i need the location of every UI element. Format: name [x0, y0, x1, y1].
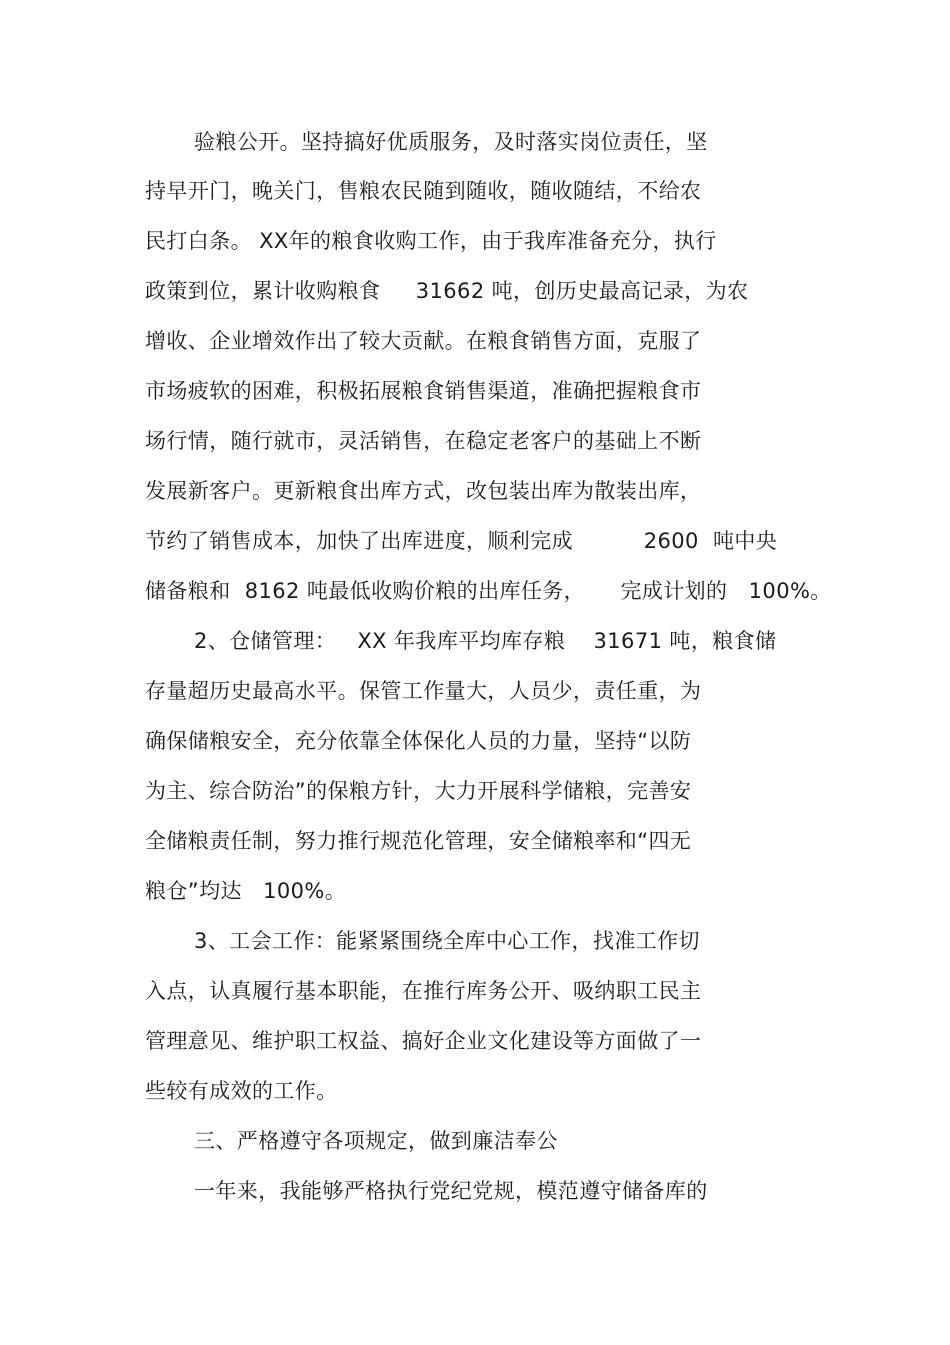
text-line: 节约了销售成本，加快了出库进度，顺利完成 2600 吨中央 [145, 529, 778, 553]
text-line: 2、仓储管理： XX 年我库平均库存粮 31671 吨，粮食储 [194, 629, 777, 653]
text-line: 入点，认真履行基本职能，在推行库务公开、吸纳职工民主 [145, 979, 702, 1003]
text-line: 粮仓”均达 100%。 [145, 879, 347, 903]
text-line: 3、工会工作：能紧紧围绕全库中心工作，找准工作切 [194, 929, 700, 953]
text-line: 验粮公开。坚持搞好优质服务，及时落实岗位责任，坚 [194, 130, 708, 154]
text-line: 存量超历史最高水平。保管工作量大，人员少，责任重，为 [145, 679, 702, 703]
text-line: 些较有成效的工作。 [145, 1079, 338, 1103]
text-line: 确保储粮安全，充分依靠全体保化人员的力量，坚持“以防 [145, 729, 692, 753]
text-line: 为主、综合防治”的保粮方针，大力开展科学储粮，完善安 [145, 779, 692, 803]
text-line: 政策到位，累计收购粮食 31662 吨，创历史最高记录，为农 [145, 279, 749, 303]
text-line: 发展新客户。更新粮食出库方式，改包装出库为散装出库， [145, 479, 702, 503]
text-line: 市场疲软的困难，积极拓展粮食销售渠道，准确把握粮食市 [145, 379, 702, 403]
section-heading: 三、严格遵守各项规定，做到廉洁奉公 [194, 1129, 558, 1153]
text-line: 场行情，随行就市，灵活销售，在稳定老客户的基础上不断 [145, 429, 702, 453]
text-line: 储备粮和 8162 吨最低收购价粮的出库任务， 完成计划的 100%。 [145, 579, 832, 603]
text-line: 一年来，我能够严格执行党纪党规，模范遵守储备库的 [194, 1179, 708, 1203]
text-line: 管理意见、维护职工权益、搞好企业文化建设等方面做了一 [145, 1029, 702, 1053]
text-line: 增收、企业增效作出了较大贡献。在粮食销售方面，克服了 [145, 329, 702, 353]
text-line: 持早开门，晚关门，售粮农民随到随收，随收随结，不给农 [145, 179, 702, 203]
text-line: 民打白条。 XX年的粮食收购工作，由于我库准备充分，执行 [145, 229, 717, 253]
text-line: 全储粮责任制，努力推行规范化管理，安全储粮率和“四无 [145, 829, 692, 853]
